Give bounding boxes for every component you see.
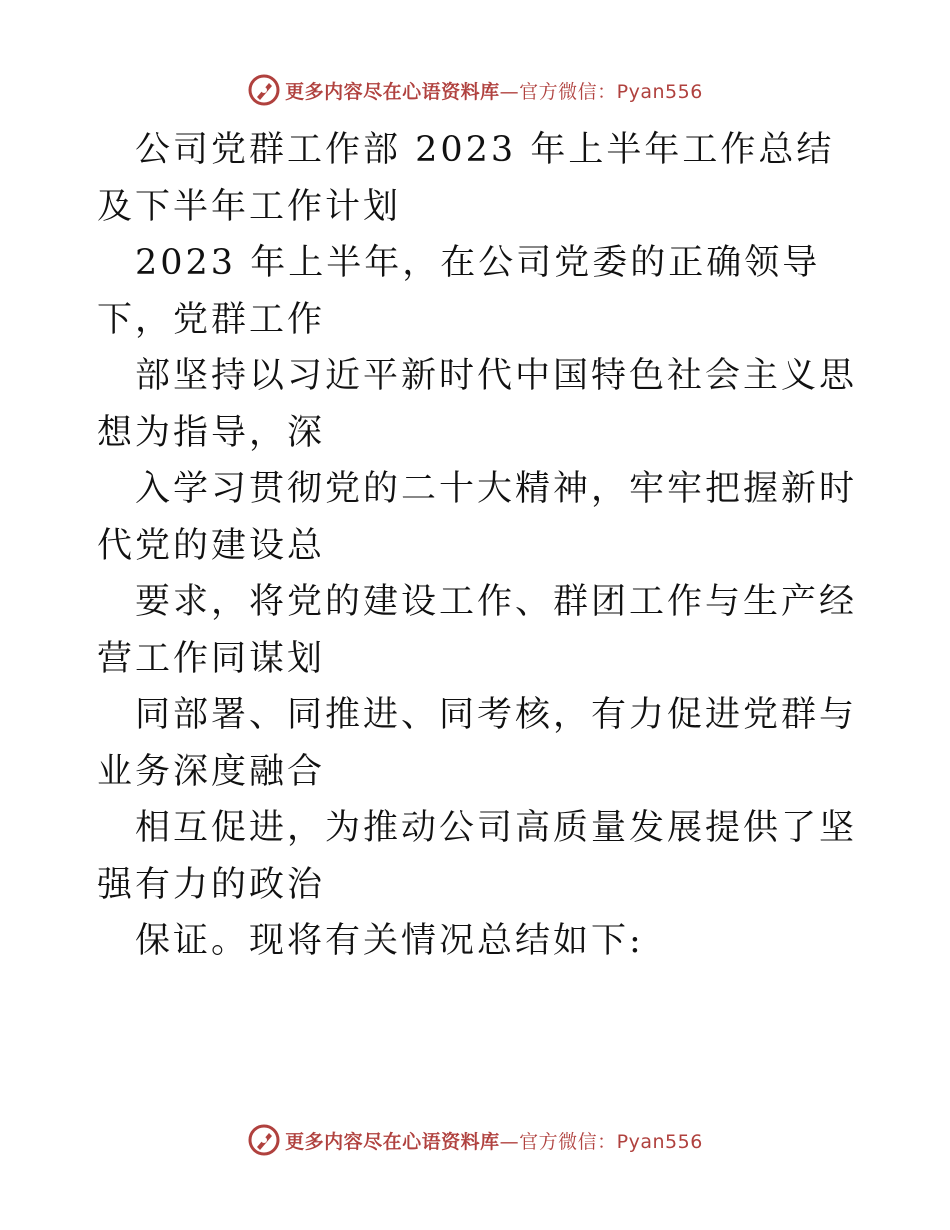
footer-watermark-inner [247, 1123, 703, 1157]
document-title: 公司党群工作部 2023 年上半年工作总结及下半年工作计划 [97, 130, 835, 227]
paragraph-line: 相互促进，为推动公司高质量发展提供了坚强有力的政治 [97, 808, 858, 905]
watermark-wechat: 官方微信：Pyan556 [519, 80, 703, 103]
watermark-wechat: 官方微信：Pyan556 [519, 1130, 703, 1153]
paragraph-line: 同部署、同推进、同考核，有力促进党群与业务深度融合 [97, 695, 858, 792]
watermark-dash: — [499, 1130, 520, 1153]
watermark-brand: 更多内容尽在心语资料库 [285, 80, 500, 103]
document-body [97, 122, 857, 970]
paragraph-line: 入学习贯彻党的二十大精神，牢牢把握新时代党的建设总 [97, 469, 858, 566]
paragraph-line: 保证。现将有关情况总结如下: [135, 921, 644, 961]
paragraph-line: 要求，将党的建设工作、群团工作与生产经营工作同谋划 [97, 582, 858, 679]
seal-pen-icon [247, 73, 281, 107]
watermark-dash: — [499, 80, 520, 103]
paragraph-line: 部坚持以习近平新时代中国特色社会主义思想为指导，深 [97, 356, 858, 453]
paragraph-line: 2023 年上半年，在公司党委的正确领导下，党群工作 [97, 243, 821, 340]
header-watermark-text [285, 77, 703, 104]
footer-watermark [0, 1120, 950, 1160]
watermark-brand: 更多内容尽在心语资料库 [285, 1130, 500, 1153]
seal-pen-icon [247, 1123, 281, 1157]
footer-watermark-text [285, 1127, 703, 1154]
header-watermark [0, 70, 950, 110]
header-watermark-inner [247, 73, 703, 107]
